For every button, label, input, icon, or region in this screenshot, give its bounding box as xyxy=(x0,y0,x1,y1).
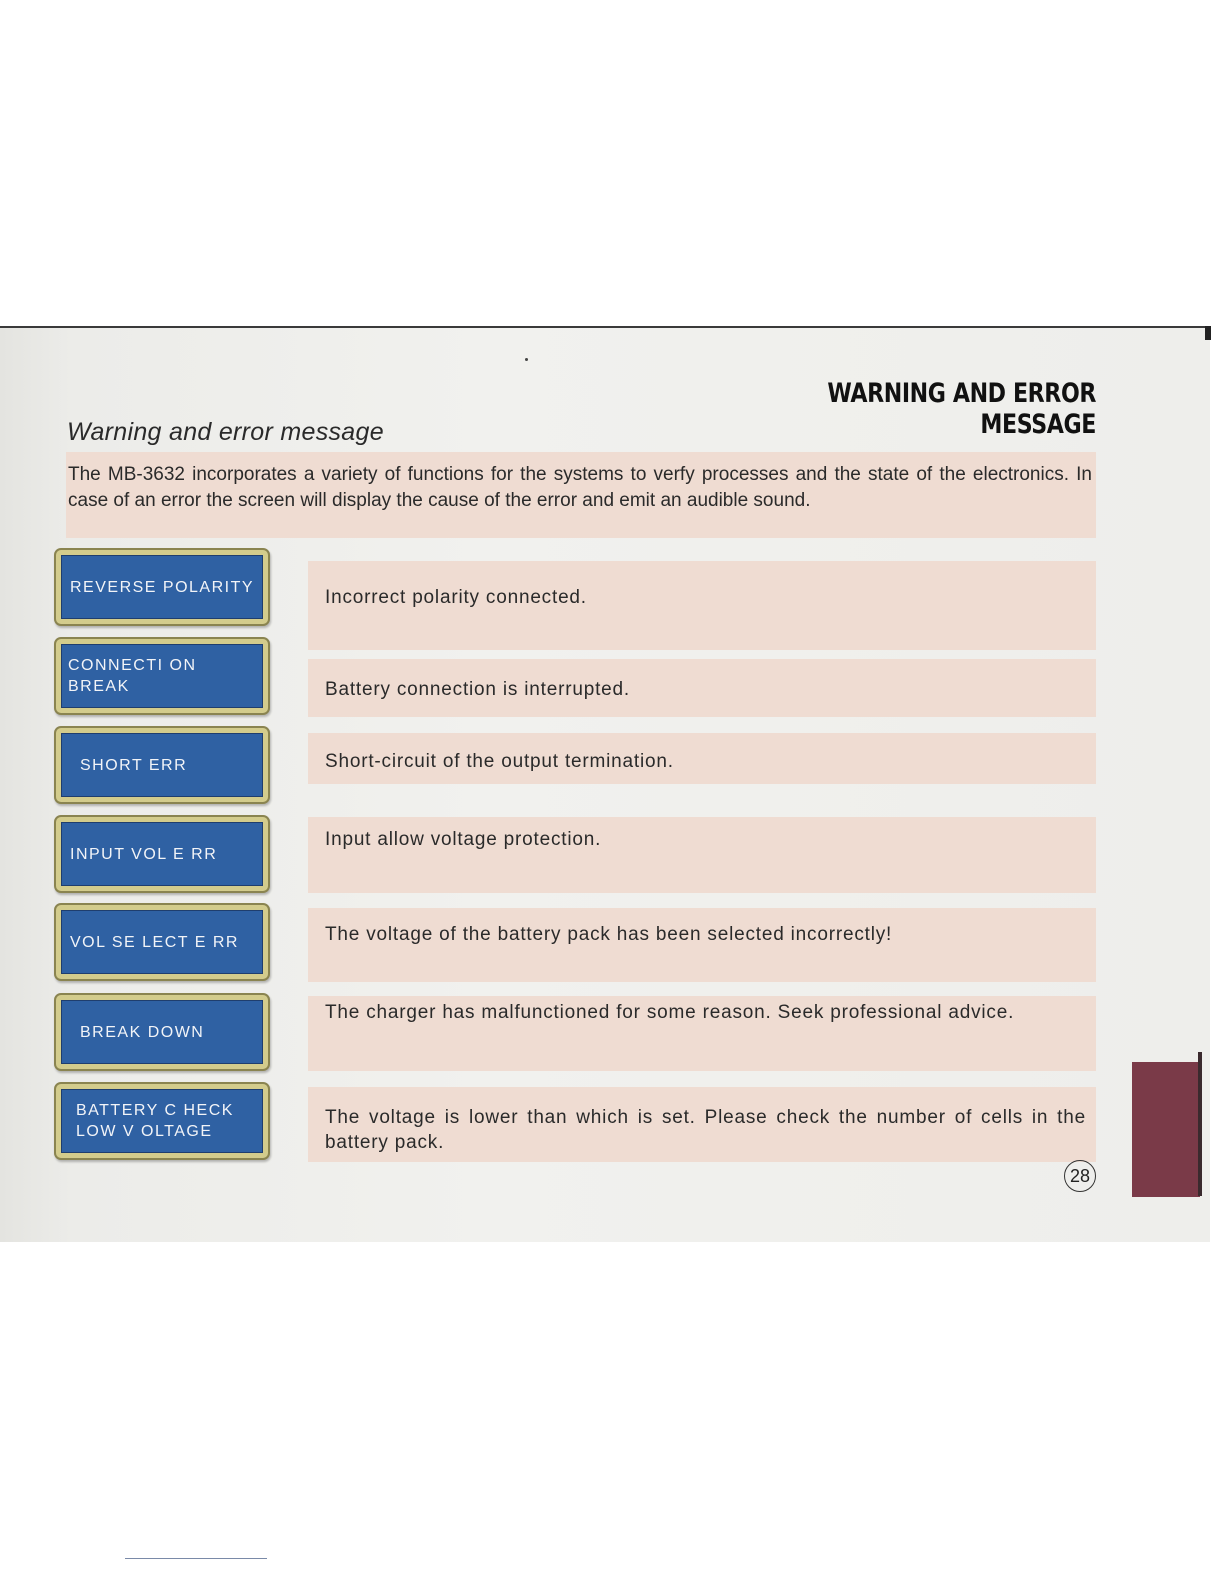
error-label-text: SHORT ERR xyxy=(61,733,263,797)
error-label-vol-select-err xyxy=(54,903,270,981)
error-label-connection-break xyxy=(54,637,270,715)
intro-paragraph: The MB-3632 incorporates a variety of functions for the systems to verfy processes and the state of the electronics. In case of an error the screen will display the cause of the error and emit an audible sound. xyxy=(66,452,1096,538)
error-description-vol-select-err: The voltage of the battery pack has been selected incorrectly! xyxy=(308,908,1096,982)
error-label-text: CONNECTI ON BREAK xyxy=(61,644,263,708)
error-label-input-vol-err xyxy=(54,815,270,893)
error-label-text: BREAK DOWN xyxy=(61,1000,263,1064)
error-label-break-down xyxy=(54,993,270,1071)
error-description-reverse-polarity: Incorrect polarity connected. xyxy=(308,561,1096,650)
footer-rule xyxy=(125,1558,267,1559)
section-title: Warning and error message xyxy=(67,418,384,446)
error-description-connection-break: Battery connection is interrupted. xyxy=(308,659,1096,717)
page-number: 28 xyxy=(1064,1160,1096,1192)
error-label-text: INPUT VOL E RR xyxy=(61,822,263,886)
error-description-break-down: The charger has malfunctioned for some reason. Seek professional advice. xyxy=(308,996,1096,1071)
page-header-title: WARNING AND ERROR MESSAGE xyxy=(827,378,1096,440)
error-label-text: REVERSE POLARITY xyxy=(61,555,263,619)
scan-edge-mark xyxy=(1205,326,1211,340)
error-label-battery-check-low-voltage xyxy=(54,1082,270,1160)
error-label-text: BATTERY C HECK LOW V OLTAGE xyxy=(61,1089,263,1153)
error-description-battery-check-low-voltage: The voltage is lower than which is set. Please check the number of cells in the battery pack. xyxy=(308,1087,1096,1162)
side-tab-edge xyxy=(1198,1052,1202,1196)
section-side-tab xyxy=(1132,1062,1200,1197)
error-label-short-err xyxy=(54,726,270,804)
error-description-short-err: Short-circuit of the output termination. xyxy=(308,733,1096,784)
scan-speck xyxy=(525,358,528,361)
error-description-input-vol-err: Input allow voltage protection. xyxy=(308,817,1096,893)
error-label-reverse-polarity xyxy=(54,548,270,626)
error-label-text: VOL SE LECT E RR xyxy=(61,910,263,974)
